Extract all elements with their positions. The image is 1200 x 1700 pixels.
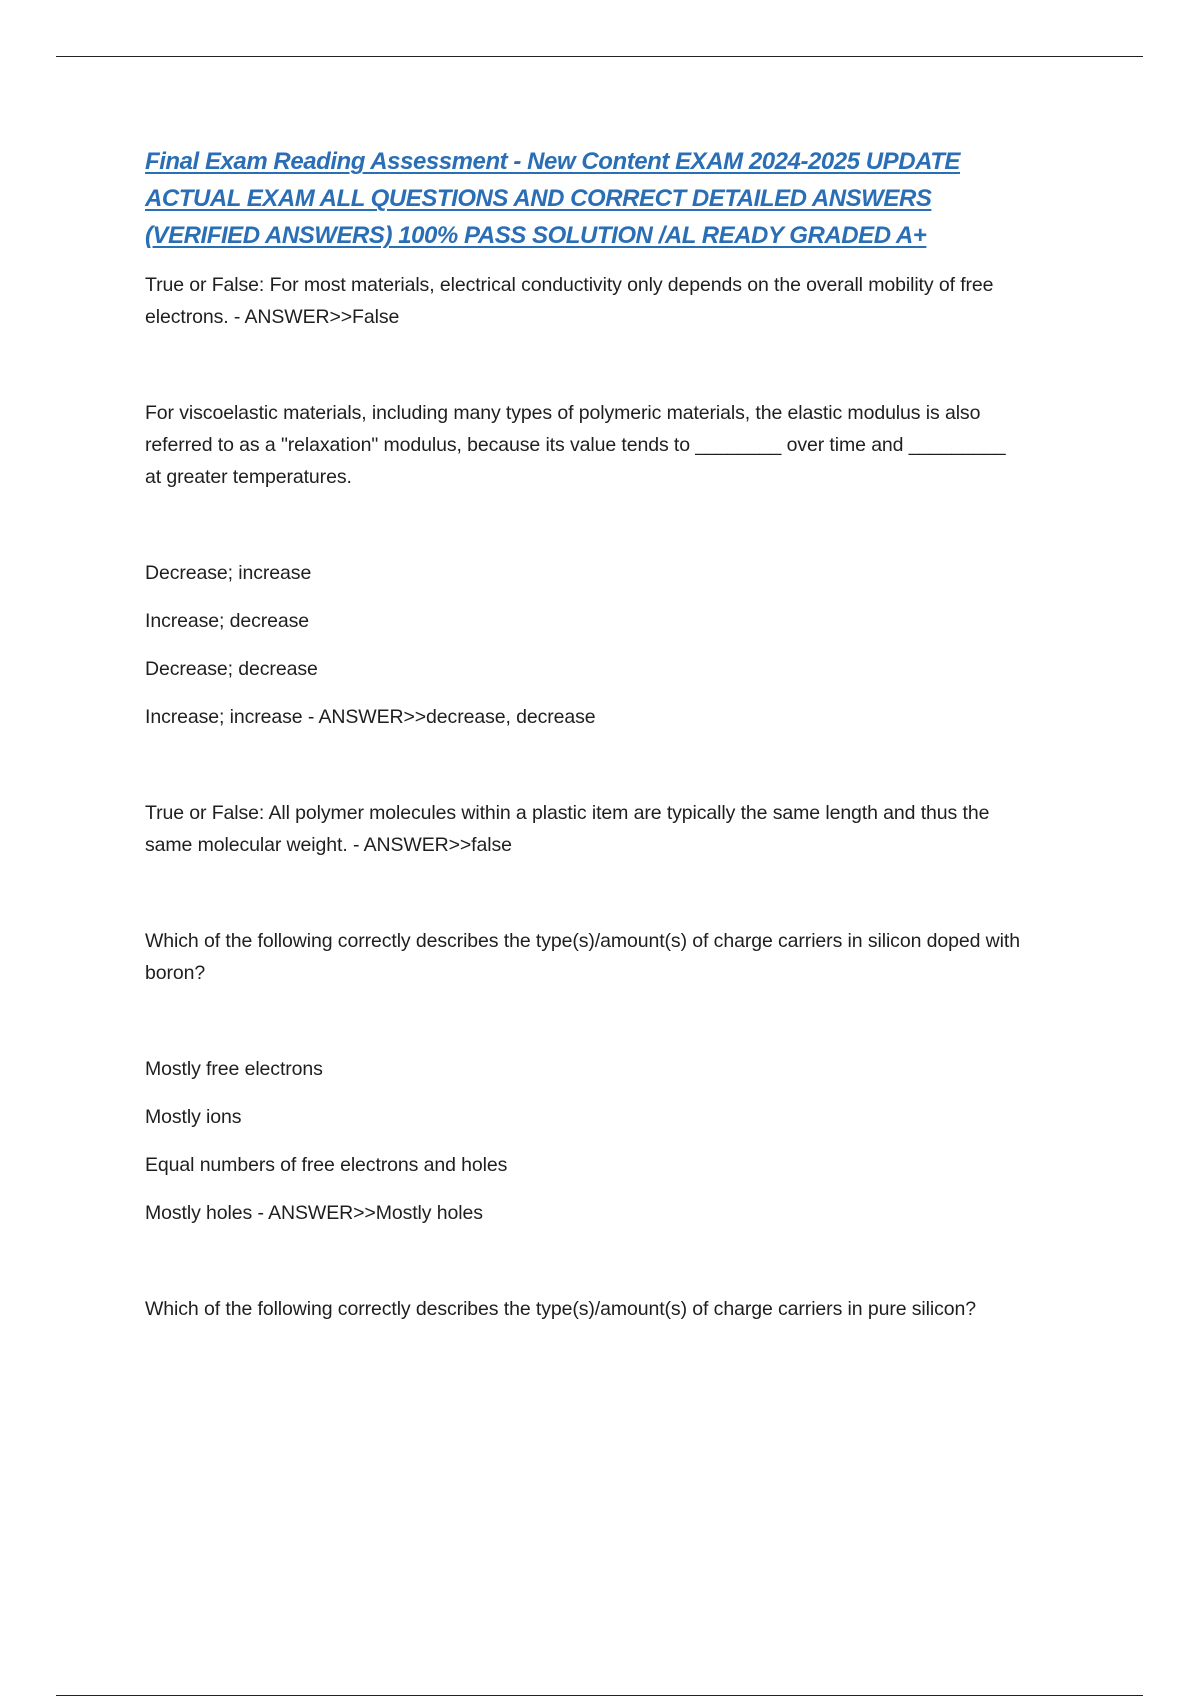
question-4-option-4: Mostly holes - ANSWER>>Mostly holes	[145, 1202, 483, 1224]
question-2-option-1: Decrease; increase	[145, 562, 312, 584]
document-title[interactable]: Final Exam Reading Assessment - New Content EXAM 2024-2025 UPDATE ACTUAL EXAM ALL QUESTIONS AND CORRECT DETAILED ANSWERS (VERIFIED ANSWERS) 100% PASS SOLUTION /AL READY GRADED A+	[145, 148, 960, 249]
question-2-option-2: Increase; decrease	[145, 610, 310, 632]
question-2-option-4: Increase; increase - ANSWER>>decrease, decrease	[145, 706, 596, 728]
question-4-option-1: Mostly free electrons	[145, 1058, 323, 1080]
bottom-rule	[56, 1695, 1143, 1696]
question-2-option-3: Decrease; decrease	[145, 658, 318, 680]
question-3: True or False: All polymer molecules within a plastic item are typically the same length and thus the same molecular weight. - ANSWER>>false	[145, 802, 990, 856]
document-body	[145, 143, 1025, 1325]
top-rule	[56, 56, 1143, 57]
question-4: Which of the following correctly describes the type(s)/amount(s) of charge carriers in silicon doped with boron?	[145, 930, 1020, 984]
question-5: Which of the following correctly describes the type(s)/amount(s) of charge carriers in pure silicon?	[145, 1298, 977, 1320]
question-4-option-3: Equal numbers of free electrons and holes	[145, 1154, 508, 1176]
question-1: True or False: For most materials, electrical conductivity only depends on the overall mobility of free electrons. - ANSWER>>False	[145, 274, 994, 328]
question-2: For viscoelastic materials, including many types of polymeric materials, the elastic modulus is also referred to as a "relaxation" modulus, because its value tends to ________ over time and _________ at greater temperatures.	[145, 402, 1006, 488]
question-4-option-2: Mostly ions	[145, 1106, 242, 1128]
